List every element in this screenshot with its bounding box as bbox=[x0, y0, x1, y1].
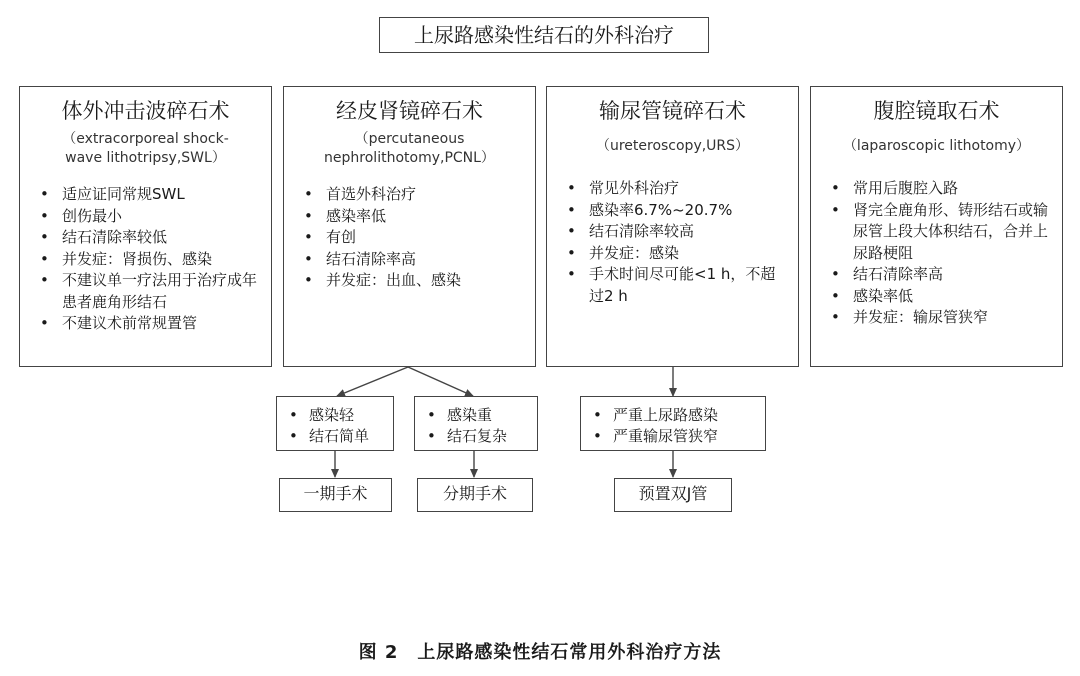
column-swl bbox=[19, 86, 272, 367]
column-title: 体外冲击波碎石术 bbox=[61, 99, 230, 123]
column-english: （ureteroscopy,URS） bbox=[595, 138, 750, 154]
list-item: • 感染轻 bbox=[285, 405, 385, 426]
condition-severe bbox=[414, 396, 538, 451]
list-item: • 并发症：肾损伤、感染 bbox=[34, 249, 257, 271]
list-item: • 并发症：输尿管狭窄 bbox=[825, 307, 1048, 329]
list-item: • 结石清除率高 bbox=[825, 264, 1048, 286]
list-item: • 结石简单 bbox=[285, 426, 385, 447]
column-list bbox=[298, 184, 521, 292]
condition-list bbox=[589, 405, 757, 447]
condition-mild bbox=[276, 396, 394, 451]
list-item: • 感染率低 bbox=[298, 206, 521, 228]
condition-list bbox=[423, 405, 529, 447]
list-item: • 结石清除率较高 bbox=[561, 221, 784, 243]
outcome-dj-stent: 预置双J管 bbox=[614, 478, 732, 512]
list-item: • 创伤最小 bbox=[34, 206, 257, 228]
column-title: 经皮肾镜碎石术 bbox=[336, 99, 483, 123]
list-item: • 有创 bbox=[298, 227, 521, 249]
list-item: • 感染重 bbox=[423, 405, 529, 426]
column-title: 输尿管镜碎石术 bbox=[599, 99, 746, 123]
list-item: • 结石清除率较低 bbox=[34, 227, 257, 249]
outcome-staged: 分期手术 bbox=[417, 478, 533, 512]
column-laparoscopic bbox=[810, 86, 1063, 367]
column-list bbox=[561, 178, 784, 307]
list-item: • 并发症：出血、感染 bbox=[298, 270, 521, 292]
list-item: • 肾完全鹿角形、铸形结石或输尿管上段大体积结石，合并上尿路梗阻 bbox=[825, 200, 1048, 265]
column-english: （laparoscopic lithotomy） bbox=[842, 138, 1031, 154]
diagram-title: 上尿路感染性结石的外科治疗 bbox=[379, 17, 709, 53]
list-item: • 适应证同常规SWL bbox=[34, 184, 257, 206]
list-item: • 感染率低 bbox=[825, 286, 1048, 308]
condition-urs bbox=[580, 396, 766, 451]
figure-caption: 图 2 上尿路感染性结石常用外科治疗方法 bbox=[358, 642, 722, 663]
list-item: • 不建议术前常规置管 bbox=[34, 313, 257, 335]
list-item: • 并发症：感染 bbox=[561, 243, 784, 265]
list-item: • 结石清除率高 bbox=[298, 249, 521, 271]
list-item: • 结石复杂 bbox=[423, 426, 529, 447]
list-item: • 感染率6.7%~20.7% bbox=[561, 200, 784, 222]
list-item: • 首选外科治疗 bbox=[298, 184, 521, 206]
list-item: • 严重输尿管狭窄 bbox=[589, 426, 757, 447]
condition-list bbox=[285, 405, 385, 447]
list-item: • 严重上尿路感染 bbox=[589, 405, 757, 426]
list-item: • 常用后腹腔入路 bbox=[825, 178, 1048, 200]
column-pcnl bbox=[283, 86, 536, 367]
column-english: （percutaneous nephrolithotomy,PCNL） bbox=[324, 131, 495, 166]
list-item: • 不建议单一疗法用于治疗成年患者鹿角形结石 bbox=[34, 270, 257, 313]
column-list bbox=[34, 184, 257, 335]
column-urs bbox=[546, 86, 799, 367]
column-list bbox=[825, 178, 1048, 329]
column-title: 腹腔镜取石术 bbox=[873, 99, 1000, 123]
arrow-pcnl-severe bbox=[408, 367, 473, 396]
arrow-pcnl-mild bbox=[337, 367, 408, 396]
column-english: （extracorporeal shock- wave lithotripsy,SWL） bbox=[62, 131, 229, 166]
list-item: • 手术时间尽可能<1 h，不超过2 h bbox=[561, 264, 784, 307]
outcome-one-stage: 一期手术 bbox=[279, 478, 392, 512]
list-item: • 常见外科治疗 bbox=[561, 178, 784, 200]
